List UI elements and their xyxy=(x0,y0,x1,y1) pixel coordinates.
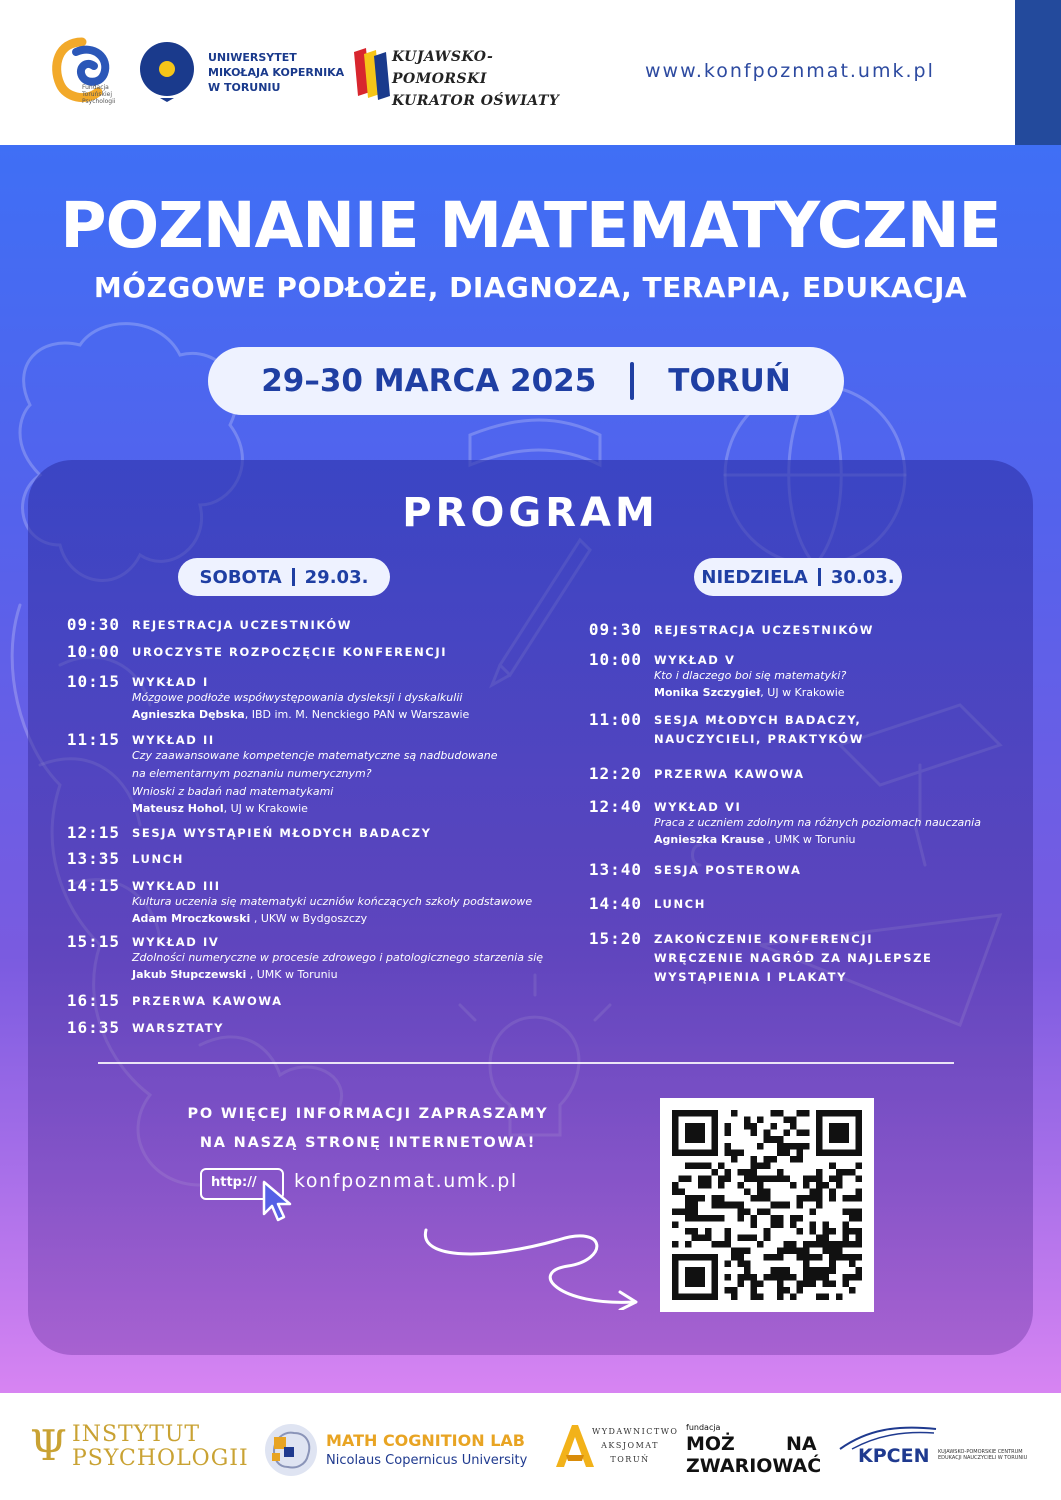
moz-logo-small: fundacja xyxy=(686,1423,721,1432)
institute-logo-text xyxy=(72,1423,249,1471)
saturday-day: SOBOTA xyxy=(199,566,282,588)
lecture-speaker: Mateusz Hohol, UJ w Krakowie xyxy=(132,802,308,815)
lecture-title: Wnioski z badań nad matematykami xyxy=(132,785,334,798)
university-line-3: W TORUNIU xyxy=(208,81,281,94)
kurator-line-2: KURATOR OŚWIATY xyxy=(392,93,560,109)
lecture-title: Mózgowe podłoże współwystępowania dysleksji i dyskalkulii xyxy=(132,691,463,704)
institute-line-2: PSYCHOLOGII xyxy=(72,1446,249,1471)
schedule-label: PRZERWA KAWOWA xyxy=(654,767,805,781)
schedule-time: 12:20 xyxy=(588,764,642,783)
schedule-time: 16:15 xyxy=(66,991,120,1010)
kurator-text xyxy=(392,46,572,112)
aksjomat-line-3: TORUŃ xyxy=(610,1455,650,1464)
schedule-time: 10:00 xyxy=(588,650,642,669)
saturday-date: 29.03. xyxy=(304,566,369,588)
kpcen-subtitle: KUJAWSKO-POMORSKIE CENTRUM EDUKACJI NAUCZYCIELI W TORUNIU xyxy=(938,1449,1028,1461)
schedule-time: 12:40 xyxy=(588,797,642,816)
schedule-time: 13:35 xyxy=(66,849,120,868)
qr-code[interactable] xyxy=(660,1098,874,1312)
website-link[interactable]: konfpoznmat.umk.pl xyxy=(294,1170,518,1192)
conference-city: TORUŃ xyxy=(668,363,791,399)
kurator-line-1: KUJAWSKO-POMORSKI xyxy=(392,49,494,87)
kurator-logo xyxy=(350,44,392,100)
qr-code-graphic xyxy=(672,1110,862,1300)
program-card xyxy=(28,460,1033,1355)
schedule-label: SESJA POSTEROWA xyxy=(654,863,802,877)
schedule-time: 11:00 xyxy=(588,710,642,729)
arrow-icon xyxy=(408,1220,648,1310)
sunday-pill xyxy=(694,558,902,596)
cursor-icon xyxy=(260,1180,296,1224)
conference-title: POZNANIE MATEMATYCZNE xyxy=(60,189,1001,262)
schedule-label: ZAKOŃCZENIE KONFERENCJI xyxy=(654,932,874,946)
moz-logo-line-2: ZWARIOWAĆ xyxy=(686,1455,822,1477)
section-divider xyxy=(98,1062,954,1064)
schedule-time: 14:15 xyxy=(66,876,120,895)
schedule-time: 09:30 xyxy=(588,620,642,639)
day-separator xyxy=(818,568,821,586)
moz-logo-na: NA xyxy=(786,1433,817,1455)
schedule-time: 14:40 xyxy=(588,894,642,913)
kpcen-logo-text: KPCEN xyxy=(858,1445,930,1467)
lecture-speaker: Agnieszka Krause , UMK w Toruniu xyxy=(654,833,856,846)
schedule-time: 12:15 xyxy=(66,823,120,842)
lecture-speaker: Agnieszka Dębska, IBD im. M. Nenckiego PAN w Warszawie xyxy=(132,708,470,721)
lecture-title: Kto i dlaczego boi się matematyki? xyxy=(654,669,847,682)
schedule-time: 13:40 xyxy=(588,860,642,879)
schedule-time: 11:15 xyxy=(66,730,120,749)
day-separator xyxy=(292,568,295,586)
lecture-title: Zdolności numeryczne w procesie zdrowego i patologicznego starzenia się xyxy=(132,951,544,964)
schedule-label: WYKŁAD II xyxy=(132,733,215,747)
more-info-line-1: PO WIĘCEJ INFORMACJI ZAPRASZAMY xyxy=(187,1106,549,1122)
schedule-time: 10:00 xyxy=(66,642,120,661)
lecture-title: Praca z uczniem zdolnym na różnych poziomach nauczania xyxy=(654,816,981,829)
header-accent-bar xyxy=(1015,0,1061,145)
header xyxy=(0,0,1061,145)
schedule-label: NAUCZYCIELI, PRAKTYKÓW xyxy=(654,732,865,746)
schedule-label: REJESTRACJA UCZESTNIKÓW xyxy=(654,623,875,637)
foundation-logo-text: Fundacja Toruńskiej Psychologii xyxy=(82,84,116,105)
university-name xyxy=(208,50,358,95)
pill-separator xyxy=(630,362,634,400)
date-location-pill xyxy=(208,347,844,415)
schedule-label: WYKŁAD VI xyxy=(654,800,742,814)
sunday-day: NIEDZIELA xyxy=(701,566,808,588)
footer-logos xyxy=(0,1393,1061,1500)
schedule-label: WYKŁAD I xyxy=(132,675,209,689)
mcl-title: MATH COGNITION LAB xyxy=(326,1431,525,1450)
http-badge: http:// xyxy=(200,1168,284,1200)
schedule-label: SESJA MŁODYCH BADACZY, xyxy=(654,713,862,727)
conference-subtitle: MÓZGOWE PODŁOŻE, DIAGNOZA, TERAPIA, EDUKACJA xyxy=(93,271,968,304)
aksjomat-line-1: WYDAWNICTWO xyxy=(592,1427,679,1436)
schedule-time: 15:20 xyxy=(588,929,642,948)
schedule-label: WARSZTATY xyxy=(132,1021,225,1035)
schedule-label: PRZERWA KAWOWA xyxy=(132,994,283,1008)
program-title: PROGRAM xyxy=(402,490,659,536)
schedule-label: WYSTĄPIENIA I PLAKATY xyxy=(654,970,848,984)
main-section xyxy=(0,145,1061,1393)
conference-dates: 29–30 MARCA 2025 xyxy=(261,363,597,399)
brain-icon xyxy=(262,1421,320,1479)
schedule-label: LUNCH xyxy=(654,897,706,911)
moz-logo-text xyxy=(686,1433,820,1477)
schedule-label: UROCZYSTE ROZPOCZĘCIE KONFERENCJI xyxy=(132,645,448,659)
aksjomat-text xyxy=(592,1425,679,1467)
schedule-time: 09:30 xyxy=(66,615,120,634)
mcl-subtitle: Nicolaus Copernicus University xyxy=(326,1453,528,1468)
schedule-label: LUNCH xyxy=(132,852,184,866)
lecture-title: Kultura uczenia się matematyki uczniów kończących szkoły podstawowe xyxy=(132,895,533,908)
saturday-pill xyxy=(178,558,390,596)
more-info-text xyxy=(178,1100,558,1158)
lecture-speaker: Adam Mroczkowski , UKW w Bydgoszczy xyxy=(132,912,368,925)
more-info-line-2: NA NASZĄ STRONĘ INTERNETOWA! xyxy=(199,1135,537,1151)
schedule-label: WYKŁAD III xyxy=(132,879,221,893)
moz-logo-line-1: MOŻ xyxy=(686,1433,735,1455)
sunday-date: 30.03. xyxy=(830,566,895,588)
umk-logo xyxy=(138,40,196,104)
university-line-1: UNIWERSYTET xyxy=(208,51,297,64)
schedule-label: REJESTRACJA UCZESTNIKÓW xyxy=(132,618,353,632)
schedule-label: SESJA WYSTĄPIEŃ MŁODYCH BADACZY xyxy=(132,826,432,840)
aksjomat-line-2: AKSJOMAT xyxy=(601,1441,659,1450)
schedule-time: 15:15 xyxy=(66,932,120,951)
lecture-title: na elementarnym poznaniu numerycznym? xyxy=(132,767,372,780)
institute-line-1: INSTYTUT xyxy=(72,1422,201,1447)
schedule-label: WRĘCZENIE NAGRÓD ZA NAJLEPSZE xyxy=(654,951,933,965)
lecture-title: Czy zaawansowane kompetencje matematyczne są nadbudowane xyxy=(132,749,498,762)
lecture-speaker: Monika Szczygieł, UJ w Krakowie xyxy=(654,686,845,699)
university-line-2: MIKOŁAJA KOPERNIKA xyxy=(208,66,345,79)
schedule-label: WYKŁAD IV xyxy=(132,935,220,949)
institute-logo-icon: Ψ xyxy=(30,1421,67,1470)
schedule-time: 16:35 xyxy=(66,1018,120,1037)
lecture-speaker: Jakub Słupczewski , UMK w Toruniu xyxy=(132,968,338,981)
header-url-link[interactable]: www.konfpoznmat.umk.pl xyxy=(645,60,935,82)
schedule-label: WYKŁAD V xyxy=(654,653,736,667)
schedule-time: 10:15 xyxy=(66,672,120,691)
